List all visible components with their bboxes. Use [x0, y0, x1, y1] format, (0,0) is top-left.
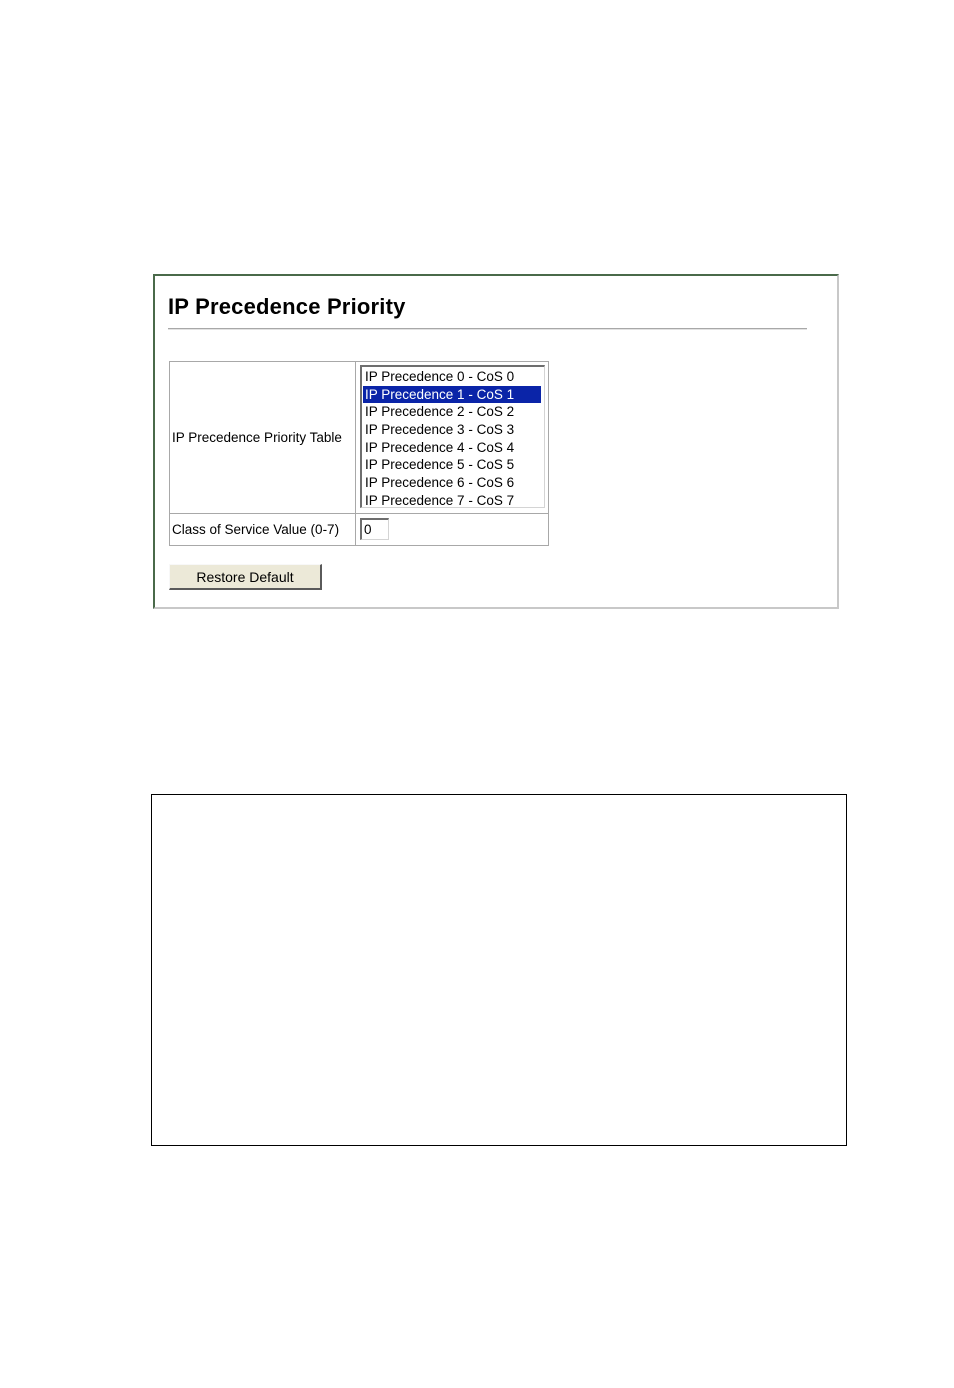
- list-option-precedence-2[interactable]: IP Precedence 2 - CoS 2: [365, 404, 515, 420]
- page-title: IP Precedence Priority: [168, 294, 406, 319]
- cos-value-row: [170, 514, 548, 545]
- cos-value-label: Class of Service Value (0-7): [170, 514, 356, 545]
- list-option-precedence-1[interactable]: IP Precedence 1 - CoS 1: [363, 386, 541, 404]
- ip-precedence-priority-panel: [153, 274, 839, 609]
- list-option-precedence-5[interactable]: IP Precedence 5 - CoS 5: [365, 457, 515, 473]
- empty-bordered-box: [151, 794, 847, 1146]
- list-option-precedence-4[interactable]: IP Precedence 4 - CoS 4: [365, 439, 515, 455]
- priority-table-row: [170, 362, 548, 514]
- title-divider: [168, 328, 807, 330]
- priority-table-listbox[interactable]: [360, 365, 545, 508]
- list-option-precedence-0[interactable]: IP Precedence 0 - CoS 0: [365, 369, 515, 384]
- restore-default-button[interactable]: Restore Default: [169, 564, 322, 590]
- priority-table-cell: [357, 362, 548, 513]
- cos-value-input[interactable]: [360, 518, 389, 540]
- list-option-precedence-6[interactable]: IP Precedence 6 - CoS 6: [365, 475, 515, 491]
- settings-table: [169, 361, 549, 546]
- list-option-precedence-7[interactable]: IP Precedence 7 - CoS 7: [365, 492, 515, 508]
- priority-table-label: IP Precedence Priority Table: [170, 362, 356, 513]
- list-option-precedence-3[interactable]: IP Precedence 3 - CoS 3: [365, 422, 515, 438]
- cos-value-cell: [357, 514, 548, 545]
